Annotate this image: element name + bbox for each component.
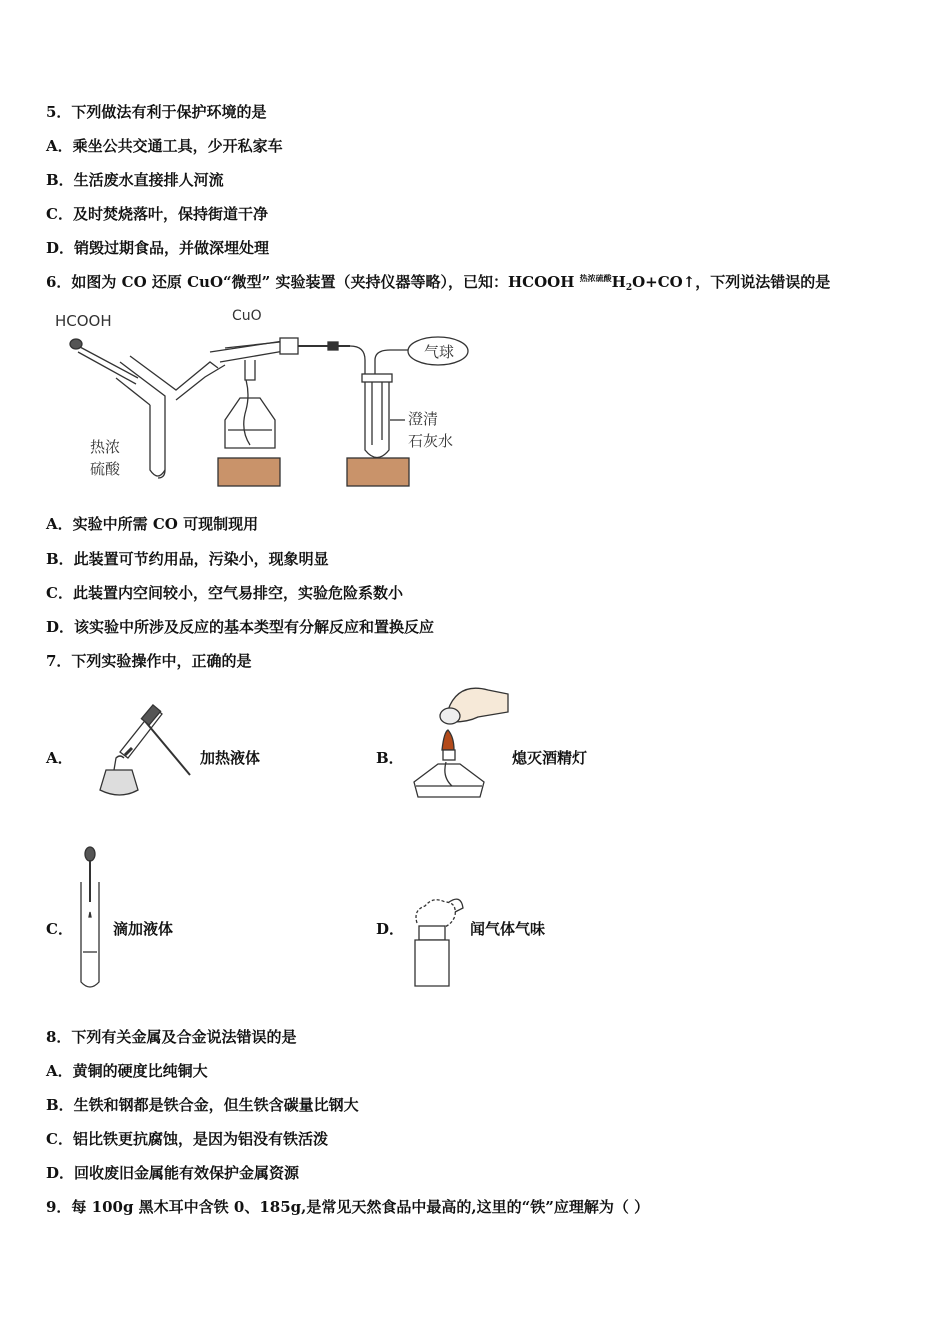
label-balloon: 气球 [424, 343, 455, 361]
q8-option-a: A．黄铜的硬度比纯铜大 [46, 1062, 208, 1080]
q7-option-a-text: 加热液体 [200, 749, 261, 767]
q8-option-c: C．铝比铁更抗腐蚀，是因为铝没有铁活泼 [46, 1130, 328, 1148]
label-cuo: CuO [232, 308, 262, 324]
q6-stem-pre: 6．如图为 CO 还原 CuO“微型” 实验装置（夹持仪器等略），已知：HCOOH [46, 273, 580, 291]
q6-option-c: C．此装置内空间较小，空气易排空，实验危险系数小 [46, 584, 403, 602]
q8-stem: 8．下列有关金属及合金说法错误的是 [46, 1028, 297, 1046]
q6-stem [46, 272, 830, 295]
smelling-gas-figure [405, 888, 467, 990]
q5-option-c: C．及时焚烧落叶，保持街道干净 [46, 205, 268, 223]
q5-option-a: A．乘坐公共交通工具，少开私家车 [46, 137, 283, 155]
heating-liquid-figure [80, 700, 198, 800]
q6-option-a: A．实验中所需 CO 可现制现用 [46, 515, 259, 533]
q7-option-d-letter: D． [376, 920, 405, 938]
extinguish-lamp-figure [408, 682, 513, 802]
q6-option-d: D．该实验中所涉及反应的基本类型有分解反应和置换反应 [46, 618, 435, 636]
q6-stem-h: H [611, 273, 626, 291]
label-lime-1: 澄清 [408, 410, 439, 428]
label-lime-2: 石灰水 [408, 432, 454, 450]
label-hcooh: HCOOH [55, 312, 112, 330]
label-acid-1: 热浓 [90, 438, 121, 456]
q7-option-a-letter: A． [46, 749, 73, 767]
dropping-liquid-figure [76, 842, 106, 992]
q7-option-c-text: 滴加液体 [113, 920, 174, 938]
q7-option-b-letter: B． [376, 749, 404, 767]
q5-option-b: B．生活废水直接排人河流 [46, 171, 224, 189]
q5-option-d: D．销毁过期食品，并做深埋处理 [46, 239, 270, 257]
q7-option-d-text: 闻气体气味 [470, 920, 546, 938]
q9-stem: 9．每 100g 黑木耳中含铁 0、185g,是常见天然食品中最高的,这里的“铁”应理解为（ ） [46, 1198, 650, 1216]
co-reduction-apparatus-figure [50, 300, 490, 495]
q8-option-d: D．回收废旧金属能有效保护金属资源 [46, 1164, 300, 1182]
q6-stem-post: O+CO↑，下列说法错误的是 [632, 273, 831, 291]
q6-stem-sub2: 2 [625, 283, 633, 293]
label-acid-2: 硫酸 [90, 460, 121, 478]
q6-stem-condition: 热浓硫酸 [579, 273, 612, 283]
q7-option-b-text: 熄灭酒精灯 [512, 749, 588, 767]
q7-stem: 7．下列实验操作中，正确的是 [46, 652, 252, 670]
q5-stem: 5．下列做法有利于保护环境的是 [46, 103, 267, 121]
q8-option-b: B．生铁和钢都是铁合金，但生铁含碳量比钢大 [46, 1096, 359, 1114]
q7-option-c-letter: C． [46, 920, 73, 938]
q6-option-b: B．此装置可节约用品，污染小，现象明显 [46, 550, 329, 568]
